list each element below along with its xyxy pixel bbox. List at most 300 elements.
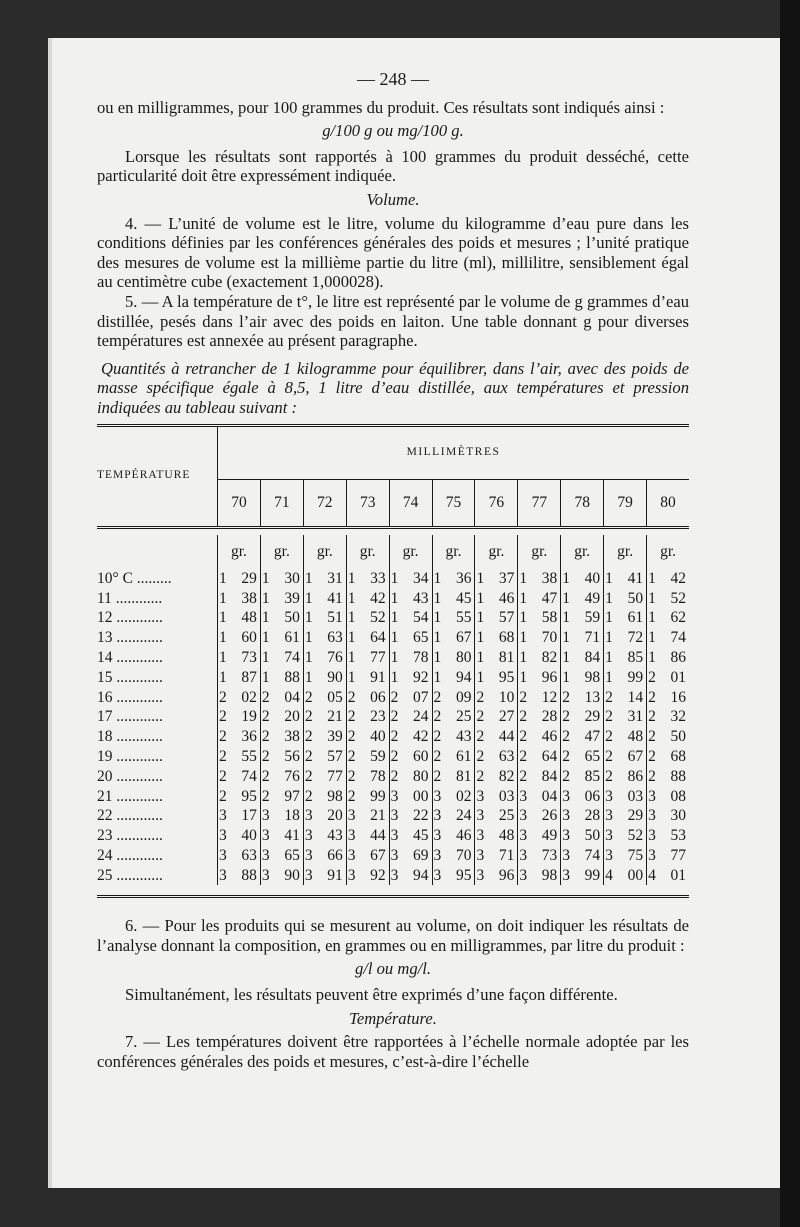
cell-decimal: 61 [455, 748, 472, 766]
cell-integer: 3 [347, 827, 356, 845]
table-cell [346, 786, 389, 806]
cell-integer: 2 [219, 688, 227, 706]
unit-label: gr. [389, 535, 432, 569]
column-header: 74 [389, 479, 432, 527]
table-cell [518, 786, 561, 806]
unit-label: gr. [518, 535, 561, 569]
table-cell [432, 687, 475, 707]
cell-decimal: 75 [627, 847, 644, 865]
table-cell [389, 667, 432, 687]
table-cell [389, 569, 432, 589]
cell-integer: 2 [519, 728, 528, 746]
cell-integer: 1 [219, 668, 227, 686]
cell-integer: 2 [519, 688, 528, 706]
table-cell [647, 667, 689, 687]
cell-decimal: 40 [584, 569, 601, 587]
cell-integer: 3 [562, 847, 571, 865]
cell-integer: 1 [219, 609, 227, 627]
table-cell [346, 727, 389, 747]
table-cell [389, 608, 432, 628]
cell-integer: 2 [476, 728, 485, 746]
cell-integer: 1 [433, 609, 442, 627]
cell-integer: 3 [433, 787, 442, 805]
table-cell [303, 766, 346, 786]
table-cell [389, 747, 432, 767]
table-cell [260, 608, 303, 628]
cell-decimal: 67 [627, 748, 644, 766]
cell-integer: 1 [519, 668, 528, 686]
cell-integer: 1 [562, 609, 571, 627]
table-cell [218, 865, 261, 885]
table-cell [647, 766, 689, 786]
cell-decimal: 40 [241, 827, 257, 845]
cell-integer: 2 [304, 688, 313, 706]
table-cell [604, 588, 647, 608]
cell-integer: 1 [476, 629, 485, 647]
table-cell [432, 628, 475, 648]
cell-integer: 1 [648, 589, 656, 607]
cell-decimal: 90 [327, 668, 343, 686]
table-cell [260, 826, 303, 846]
cell-integer: 2 [261, 748, 270, 766]
cell-decimal: 06 [370, 688, 386, 706]
cell-decimal: 37 [498, 569, 515, 587]
cell-integer: 2 [648, 668, 656, 686]
cell-decimal: 19 [241, 708, 257, 726]
cell-decimal: 97 [284, 787, 300, 805]
paragraph-6: 6. — Pour les produits qui se mesurent au volume, on doit indiquer les résultats de l’analyse donnant la composition, en grammes ou en milligrammes, par litre du produit : [97, 916, 689, 955]
cell-decimal: 67 [455, 629, 472, 647]
cell-integer: 4 [648, 866, 656, 884]
cell-decimal: 57 [498, 609, 515, 627]
paragraph-intro: ou en milligrammes, pour 100 grammes du produit. Ces résultats sont indiqués ainsi : [97, 97, 665, 117]
unit-label: gr. [346, 535, 389, 569]
cell-integer: 1 [476, 569, 485, 587]
cell-integer: 2 [433, 767, 442, 785]
table-cell [518, 766, 561, 786]
table-cell [260, 846, 303, 866]
cell-decimal: 73 [541, 847, 558, 865]
unit-label: gr. [561, 535, 604, 569]
table-cell [561, 628, 604, 648]
table-cell [561, 727, 604, 747]
cell-integer: 1 [605, 609, 613, 627]
cell-integer: 1 [519, 649, 528, 667]
formula-per-100g: g/100 g ou mg/100 g. [322, 121, 464, 141]
cell-decimal: 65 [584, 748, 601, 766]
paragraph-7: 7. — Les températures doivent être rapportées à l’échelle normale adoptée par les conférences générales des poids et mesures, c’est-à-dire l’échelle [97, 1032, 689, 1071]
cell-integer: 1 [433, 589, 442, 607]
cell-decimal: 99 [370, 787, 386, 805]
table-cell [475, 667, 518, 687]
cell-decimal: 38 [284, 728, 300, 746]
table-cell [647, 569, 689, 589]
cell-integer: 2 [648, 708, 656, 726]
cell-decimal: 76 [327, 649, 343, 667]
cell-integer: 1 [433, 668, 442, 686]
cell-integer: 1 [648, 649, 656, 667]
cell-integer: 3 [390, 847, 399, 865]
cell-decimal: 23 [370, 708, 386, 726]
table-cell [432, 747, 475, 767]
cell-decimal: 14 [627, 688, 644, 706]
cell-decimal: 82 [541, 649, 558, 667]
table-cell [218, 588, 261, 608]
cell-integer: 1 [261, 668, 270, 686]
cell-integer: 2 [605, 708, 613, 726]
cell-integer: 1 [304, 589, 313, 607]
cell-decimal: 25 [455, 708, 472, 726]
cell-decimal: 13 [584, 688, 601, 706]
paragraph-4: 4. — L’unité de volume est le litre, volume du kilogramme d’eau pure dans les conditions définies par les conférences générales des poids et mesures ; l’unité pratique des mesures de volume est la millième partie du litre (ml), millilitre, sensiblement égal au centimètre cube (exactement 1,000028). [97, 213, 689, 292]
cell-decimal: 72 [627, 629, 644, 647]
cell-decimal: 45 [413, 827, 429, 845]
cell-integer: 2 [261, 708, 270, 726]
cell-decimal: 71 [498, 847, 515, 865]
unit-label: gr. [218, 535, 261, 569]
cell-integer: 1 [519, 629, 528, 647]
cell-integer: 2 [605, 767, 613, 785]
cell-decimal: 42 [413, 728, 429, 746]
cell-decimal: 74 [284, 649, 300, 667]
table-cell [475, 707, 518, 727]
cell-decimal: 41 [327, 589, 343, 607]
cell-integer: 1 [304, 569, 313, 587]
table-cell [260, 667, 303, 687]
cell-integer: 3 [562, 866, 571, 884]
table-cell [647, 648, 689, 668]
cell-decimal: 55 [455, 609, 472, 627]
table-cell [604, 786, 647, 806]
cell-decimal: 88 [241, 866, 257, 884]
cell-decimal: 31 [327, 569, 343, 587]
cell-decimal: 30 [670, 807, 686, 825]
table-cell [303, 865, 346, 885]
cell-integer: 2 [261, 767, 270, 785]
table-cell [260, 588, 303, 608]
cell-integer: 3 [347, 807, 356, 825]
cell-integer: 2 [476, 688, 485, 706]
cell-integer: 1 [390, 649, 399, 667]
table-cell [389, 865, 432, 885]
cell-integer: 2 [304, 728, 313, 746]
table-cell [647, 806, 689, 826]
table-cell [260, 707, 303, 727]
cell-decimal: 39 [327, 728, 343, 746]
cell-integer: 2 [562, 688, 571, 706]
table-cell [432, 786, 475, 806]
cell-decimal: 18 [284, 807, 300, 825]
table-cell [303, 826, 346, 846]
column-header: 78 [561, 479, 604, 527]
cell-decimal: 16 [670, 688, 686, 706]
cell-decimal: 71 [584, 629, 601, 647]
temperature-label: 19 ............ [97, 747, 218, 767]
table-cell [561, 667, 604, 687]
temperature-label: 25 ............ [97, 865, 218, 885]
table-row [97, 806, 689, 826]
cell-integer: 1 [304, 649, 313, 667]
table-cell [518, 687, 561, 707]
table-cell [389, 648, 432, 668]
table-cell [518, 667, 561, 687]
table-cell [303, 569, 346, 589]
table-cell [518, 747, 561, 767]
cell-integer: 3 [347, 847, 356, 865]
cell-integer: 3 [648, 807, 656, 825]
cell-integer: 3 [219, 807, 227, 825]
cell-integer: 3 [304, 866, 313, 884]
cell-decimal: 96 [541, 668, 558, 686]
cell-decimal: 67 [370, 847, 386, 865]
cell-decimal: 20 [327, 807, 343, 825]
table-cell [432, 648, 475, 668]
cell-decimal: 94 [413, 866, 429, 884]
table-cell [260, 865, 303, 885]
cell-decimal: 88 [284, 668, 300, 686]
cell-integer: 1 [304, 668, 313, 686]
temperature-label: 24 ............ [97, 846, 218, 866]
temperature-label: 20 ............ [97, 766, 218, 786]
table-cell [303, 747, 346, 767]
cell-integer: 2 [648, 767, 656, 785]
cell-decimal: 53 [670, 827, 686, 845]
cell-integer: 2 [519, 708, 528, 726]
cell-decimal: 51 [327, 609, 343, 627]
cell-integer: 2 [433, 728, 442, 746]
cell-integer: 1 [390, 629, 399, 647]
cell-decimal: 42 [670, 569, 686, 587]
cell-integer: 3 [476, 866, 485, 884]
table-row [97, 727, 689, 747]
cell-integer: 1 [261, 589, 270, 607]
cell-integer: 1 [347, 609, 356, 627]
cell-integer: 2 [519, 748, 528, 766]
cell-decimal: 58 [541, 609, 558, 627]
table-cell [260, 569, 303, 589]
heading-temperature: Température. [349, 1008, 437, 1028]
table-cell [346, 648, 389, 668]
table-cell [475, 569, 518, 589]
temperature-label: 22 ............ [97, 806, 218, 826]
table-cell [218, 648, 261, 668]
cell-decimal: 12 [541, 688, 558, 706]
cell-integer: 1 [390, 569, 399, 587]
cell-decimal: 36 [455, 569, 472, 587]
table-cell [432, 588, 475, 608]
cell-decimal: 70 [455, 847, 472, 865]
cell-integer: 3 [605, 827, 613, 845]
cell-decimal: 65 [284, 847, 300, 865]
cell-decimal: 02 [241, 688, 257, 706]
table-cell [475, 588, 518, 608]
table-cell [561, 786, 604, 806]
cell-decimal: 50 [670, 728, 686, 746]
table-cell [604, 806, 647, 826]
table-cell [346, 806, 389, 826]
cell-integer: 1 [605, 569, 613, 587]
cell-integer: 2 [562, 728, 571, 746]
table-cell [647, 727, 689, 747]
table-cell [475, 628, 518, 648]
table-cell [432, 865, 475, 885]
table-cell [260, 687, 303, 707]
cell-integer: 3 [390, 827, 399, 845]
cell-decimal: 46 [498, 589, 515, 607]
table-cell [604, 569, 647, 589]
cell-integer: 2 [648, 728, 656, 746]
cell-decimal: 91 [327, 866, 343, 884]
cell-integer: 2 [390, 767, 399, 785]
cell-decimal: 49 [584, 589, 601, 607]
cell-integer: 1 [605, 649, 613, 667]
cell-integer: 3 [304, 807, 313, 825]
cell-integer: 3 [304, 827, 313, 845]
cell-integer: 1 [261, 629, 270, 647]
cell-integer: 1 [219, 569, 227, 587]
table-cell [518, 569, 561, 589]
table-cell [561, 588, 604, 608]
cell-integer: 3 [219, 847, 227, 865]
unit-label: gr. [260, 535, 303, 569]
cell-integer: 3 [219, 866, 227, 884]
cell-integer: 3 [562, 787, 571, 805]
table-cell [303, 727, 346, 747]
table-cell [647, 846, 689, 866]
cell-decimal: 86 [627, 767, 644, 785]
cell-decimal: 77 [370, 649, 386, 667]
cell-decimal: 69 [413, 847, 429, 865]
table-cell [389, 628, 432, 648]
page-content [97, 70, 689, 1071]
unit-label: gr. [303, 535, 346, 569]
cell-integer: 3 [261, 807, 270, 825]
table-cell [389, 786, 432, 806]
cell-integer: 2 [562, 748, 571, 766]
cell-decimal: 64 [370, 629, 386, 647]
table-row [97, 865, 689, 885]
table-cell [389, 707, 432, 727]
cell-integer: 1 [219, 589, 227, 607]
cell-decimal: 91 [370, 668, 386, 686]
cell-decimal: 87 [241, 668, 257, 686]
table-cell [303, 628, 346, 648]
table-cell [218, 766, 261, 786]
table-cell [346, 667, 389, 687]
table-cell [518, 826, 561, 846]
cell-integer: 1 [476, 668, 485, 686]
cell-integer: 3 [261, 827, 270, 845]
table-cell [518, 608, 561, 628]
table-cell [432, 826, 475, 846]
cell-decimal: 98 [327, 787, 343, 805]
table-cell [346, 628, 389, 648]
cell-integer: 1 [562, 649, 571, 667]
table-row [97, 846, 689, 866]
cell-decimal: 62 [670, 609, 686, 627]
cell-decimal: 04 [541, 787, 558, 805]
cell-decimal: 10 [498, 688, 515, 706]
cell-integer: 2 [347, 708, 356, 726]
cell-integer: 3 [390, 787, 399, 805]
cell-decimal: 63 [241, 847, 257, 865]
cell-decimal: 81 [498, 649, 515, 667]
table-cell [218, 667, 261, 687]
cell-decimal: 61 [284, 629, 300, 647]
table-cell [346, 865, 389, 885]
table-cell [260, 786, 303, 806]
table-cell [647, 707, 689, 727]
cell-integer: 2 [648, 688, 656, 706]
temperature-label: 14 ............ [97, 648, 218, 668]
cell-decimal: 21 [370, 807, 386, 825]
cell-integer: 3 [304, 847, 313, 865]
cell-integer: 3 [476, 787, 485, 805]
cell-integer: 2 [304, 767, 313, 785]
table-cell [218, 707, 261, 727]
cell-decimal: 77 [327, 767, 343, 785]
cell-integer: 1 [648, 569, 656, 587]
cell-integer: 1 [347, 589, 356, 607]
cell-decimal: 43 [455, 728, 472, 746]
cell-integer: 3 [390, 866, 399, 884]
table-row [97, 628, 689, 648]
cell-decimal: 21 [327, 708, 343, 726]
cell-integer: 1 [390, 609, 399, 627]
cell-integer: 2 [605, 688, 613, 706]
cell-decimal: 09 [455, 688, 472, 706]
cell-integer: 2 [476, 767, 485, 785]
table-cell [346, 766, 389, 786]
cell-integer: 1 [261, 569, 270, 587]
table-cell [561, 707, 604, 727]
cell-decimal: 77 [670, 847, 686, 865]
table-cell [518, 648, 561, 668]
cell-integer: 1 [476, 649, 485, 667]
table-cell [303, 786, 346, 806]
table-cell [647, 608, 689, 628]
cell-decimal: 88 [670, 767, 686, 785]
table-row [97, 747, 689, 767]
cell-decimal: 78 [370, 767, 386, 785]
cell-integer: 3 [519, 807, 528, 825]
table-row [97, 608, 689, 628]
cell-integer: 1 [562, 569, 571, 587]
table-cell [604, 707, 647, 727]
table-cell [561, 766, 604, 786]
cell-decimal: 85 [584, 767, 601, 785]
table-cell [647, 786, 689, 806]
table-cell [346, 846, 389, 866]
cell-decimal: 39 [284, 589, 300, 607]
cell-integer: 2 [390, 728, 399, 746]
cell-integer: 2 [433, 688, 442, 706]
cell-decimal: 07 [413, 688, 429, 706]
table-cell [561, 569, 604, 589]
cell-decimal: 40 [370, 728, 386, 746]
table-cell [260, 628, 303, 648]
cell-decimal: 56 [284, 748, 300, 766]
cell-integer: 2 [390, 688, 399, 706]
cell-decimal: 24 [413, 708, 429, 726]
table-cell [475, 786, 518, 806]
cell-decimal: 64 [541, 748, 558, 766]
cell-integer: 2 [219, 787, 227, 805]
cell-decimal: 03 [498, 787, 515, 805]
cell-integer: 2 [347, 767, 356, 785]
table-cell [561, 865, 604, 885]
cell-decimal: 60 [241, 629, 257, 647]
